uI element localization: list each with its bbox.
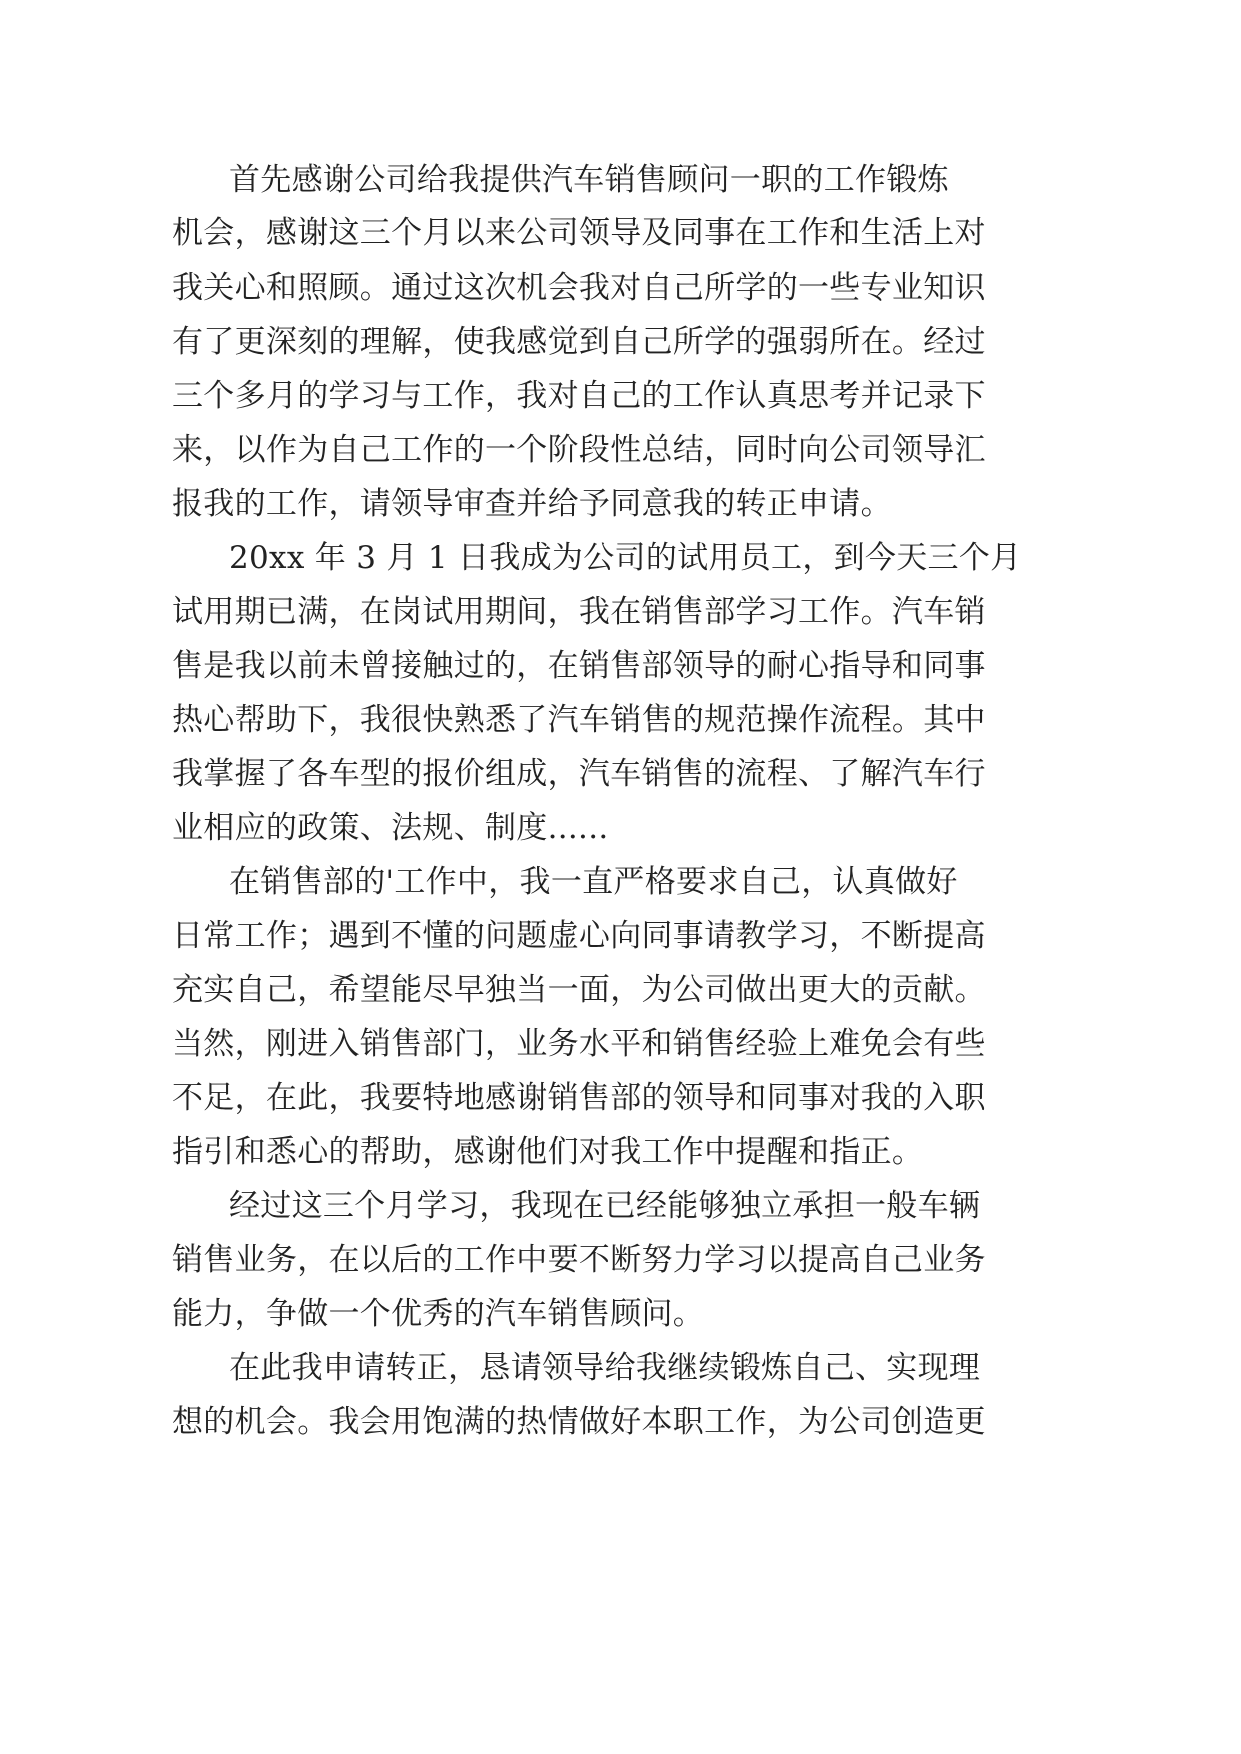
- text-line: 不足，在此，我要特地感谢销售部的领导和同事对我的入职: [172, 1080, 986, 1116]
- text-line: 报我的工作，请领导审查并给予同意我的转正申请。: [172, 486, 892, 522]
- text-line: 想的机会。我会用饱满的热情做好本职工作，为公司创造更: [172, 1404, 986, 1440]
- text-line: 机会，感谢这三个月以来公司领导及同事在工作和生活上对: [172, 215, 986, 251]
- text-line: 在此我申请转正，恳请领导给我继续锻炼自己、实现理: [229, 1350, 981, 1386]
- text-line: 业相应的政策、法规、制度......: [172, 810, 609, 846]
- text-line: 能力，争做一个优秀的汽车销售顾问。: [172, 1296, 705, 1332]
- text-line: 我关心和照顾。通过这次机会我对自己所学的一些专业知识: [172, 270, 986, 306]
- text-line: 三个多月的学习与工作，我对自己的工作认真思考并记录下: [172, 378, 986, 414]
- text-line: 充实自己，希望能尽早独当一面，为公司做出更大的贡献。: [172, 972, 986, 1008]
- text-line: 20xx 年 3 月 1 日我成为公司的试用员工，到今天三个月: [229, 540, 1022, 576]
- text-line: 热心帮助下，我很快熟悉了汽车销售的规范操作流程。其中: [172, 702, 986, 738]
- text-line: 售是我以前未曾接触过的，在销售部领导的耐心指导和同事: [172, 648, 986, 684]
- text-line: 试用期已满，在岗试用期间，我在销售部学习工作。汽车销: [172, 594, 986, 630]
- text-line: 经过这三个月学习，我现在已经能够独立承担一般车辆: [229, 1188, 981, 1224]
- text-line: 有了更深刻的理解，使我感觉到自己所学的强弱所在。经过: [172, 324, 986, 360]
- text-line: 首先感谢公司给我提供汽车销售顾问一职的工作锻炼: [229, 162, 949, 198]
- text-line: 来，以作为自己工作的一个阶段性总结，同时向公司领导汇: [172, 432, 986, 468]
- text-line: 当然，刚进入销售部门，业务水平和销售经验上难免会有些: [172, 1026, 986, 1062]
- text-line: 销售业务，在以后的工作中要不断努力学习以提高自己业务: [172, 1242, 986, 1278]
- text-line: 在销售部的'工作中，我一直严格要求自己，认真做好: [229, 864, 958, 900]
- text-line: 指引和悉心的帮助，感谢他们对我工作中提醒和指正。: [172, 1134, 924, 1170]
- text-line: 日常工作；遇到不懂的问题虚心向同事请教学习，不断提高: [172, 918, 986, 954]
- text-line: 我掌握了各车型的报价组成，汽车销售的流程、了解汽车行: [172, 756, 986, 792]
